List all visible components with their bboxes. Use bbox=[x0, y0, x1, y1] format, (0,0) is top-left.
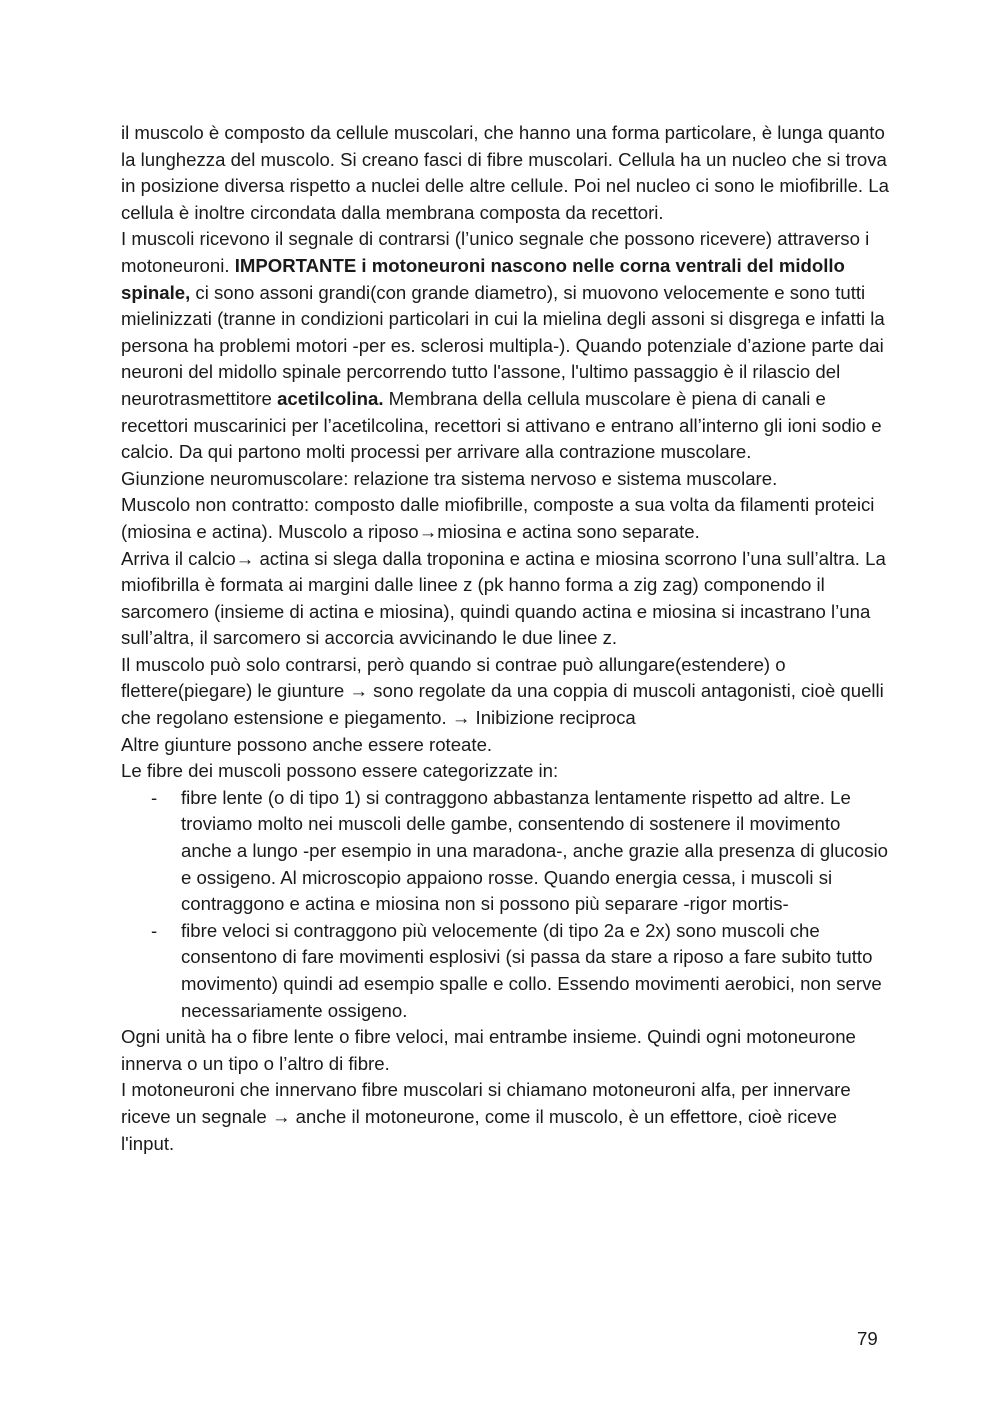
fiber-type-list bbox=[121, 785, 891, 1024]
paragraph: Le fibre dei muscoli possono essere categorizzate in: bbox=[121, 760, 559, 782]
bullet-dash: - bbox=[151, 919, 158, 941]
paragraph: Ogni unità ha o fibre lente o fibre veloci, mai entrambe insieme. Quindi ogni motoneurone innerva o un tipo o l’altro di fibre. bbox=[121, 1026, 856, 1074]
page-number: 79 bbox=[857, 1328, 878, 1349]
paragraph: I motoneuroni che innervano fibre muscolari si chiamano motoneuroni alfa, per innervare riceve un segnale → anche il motoneurone, come il muscolo, è un effettore, cioè riceve l'input. bbox=[121, 1079, 851, 1154]
paragraph: Giunzione neuromuscolare: relazione tra sistema nervoso e sistema muscolare. bbox=[121, 467, 778, 489]
bullet-dash: - bbox=[151, 786, 158, 808]
paragraph bbox=[121, 226, 891, 465]
list-item bbox=[121, 785, 891, 918]
page-body bbox=[121, 120, 891, 1157]
text-run: Membrana della cellula muscolare è piena di canali e recettori muscarinici per l’acetilcolina, recettori si attivano e entrano all’interno gli ioni sodio e calcio. Da qui partono molti processi per arrivare alla contrazione muscolare. bbox=[121, 387, 882, 463]
bold-text: IMPORTANTE i motoneuroni nascono nelle corna ventrali del midollo spinale, bbox=[121, 254, 845, 303]
list-item-text: fibre veloci si contraggono più velocemente (di tipo 2a e 2x) sono muscoli che consentono di fare movimenti esplosivi (si passa da stare a riposo a fare subito tutto movimento) quindi ad esempio spalle e collo. Essendo movimenti aerobici, non serve necessariamente ossigeno. bbox=[181, 919, 882, 1021]
list-item bbox=[121, 918, 891, 1024]
paragraph: Altre giunture possono anche essere roteate. bbox=[121, 733, 493, 755]
bold-text: acetilcolina. bbox=[277, 387, 384, 409]
paragraph: il muscolo è composto da cellule muscolari, che hanno una forma particolare, è lunga quanto la lunghezza del muscolo. Si creano fasci di fibre muscolari. Cellula ha un nucleo che si trova in posizione diversa rispetto a nuclei delle altre cellule. Poi nel nucleo ci sono le miofibrille. La cellula è inoltre circondata dalla membrana composta da recettori. bbox=[121, 122, 889, 223]
paragraph: Il muscolo può solo contrarsi, però quando si contrae può allungare(estendere) o flettere(piegare) le giunture → sono regolate da una coppia di muscoli antagonisti, cioè quelli che regolano estensione e piegamento. → Inibizione reciproca bbox=[121, 653, 884, 729]
text-run: I muscoli ricevono il segnale di contrarsi (l’unico segnale che possono ricevere) attraverso i motoneuroni. bbox=[121, 228, 870, 276]
list-item-text: fibre lente (o di tipo 1) si contraggono abbastanza lentamente rispetto ad altre. Le troviamo molto nei muscoli delle gambe, consentendo di sostenere il movimento anche a lungo -per esempio in una maradona-, anche grazie alla presenza di glucosio e ossigeno. Al microscopio appaiono rosse. Quando energia cessa, i muscoli si contraggono e actina e miosina non si possono più separare -rigor mortis- bbox=[181, 786, 889, 915]
paragraph: Muscolo non contratto: composto dalle miofibrille, composte a sua volta da filamenti proteici (miosina e actina). Muscolo a riposo→miosina e actina sono separate. bbox=[121, 494, 875, 542]
paragraph: Arriva il calcio→ actina si slega dalla troponina e actina e miosina scorrono l’una sull’altra. La miofibrilla è formata ai margini dalle linee z (pk hanno forma a zig zag) componendo il sarcomero (insieme di actina e miosina), quindi quando actina e miosina si incastrano l’una sull’altra, il sarcomero si accorcia avvicinando le due linee z. bbox=[121, 547, 886, 649]
text-run: ci sono assoni grandi(con grande diametro), si muovono velocemente e sono tutti mielinizzati (tranne in condizioni particolari in cui la mielina degli assoni si disgrega e infatti la persona ha problemi motori -per es. sclerosi multipla-). Quando potenziale d’azione parte dai neuroni del midollo spinale percorrendo tutto l'assone, l'ultimo passaggio è il rilascio del neurotrasmettitore bbox=[121, 281, 885, 409]
